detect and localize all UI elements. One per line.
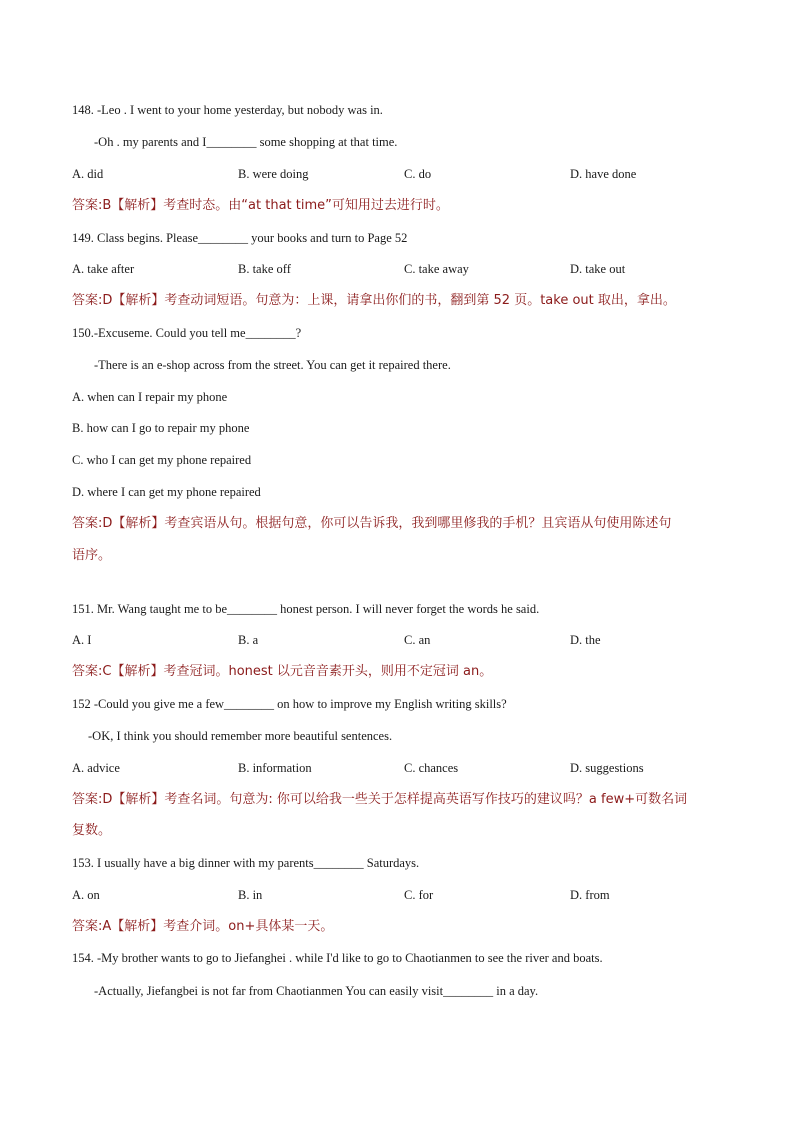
option-150-c: C. who I can get my phone repaired	[72, 453, 252, 467]
option-152-c: C. chances	[404, 761, 459, 775]
answer-149: 答案:D【解析】考查动词短语。句意为：上课，请拿出你们的书，翻到第 52 页。take out 取出，拿出。	[72, 293, 676, 308]
option-152-b: B. information	[238, 761, 312, 775]
option-151-c: C. an	[404, 633, 431, 647]
answer-152-line1: 答案:D【解析】考查名词。句意为: 你可以给我一些关于怎样提高英语写作技巧的建议吗？a few+可数名词	[72, 792, 688, 807]
answer-153: 答案:A【解析】考查介词。on+具体某一天。	[72, 919, 334, 934]
question-148-stem: 148. -Leo . I went to your home yesterday, but nobody was in.	[72, 103, 383, 117]
question-154-stem: 154. -My brother wants to go to Jiefanghei . while I'd like to go to Chaotianmen to see the river and boats.	[72, 951, 603, 965]
question-154-reply: -Actually, Jiefangbei is not far from Chaotianmen You can easily visit________ in a day.	[94, 984, 539, 998]
option-153-b: B. in	[238, 888, 263, 902]
question-149-stem: 149. Class begins. Please________ your books and turn to Page 52	[72, 231, 408, 245]
question-150-reply: -There is an e-shop across from the street. You can get it repaired there.	[94, 358, 451, 372]
question-150-stem: 150.-Excuseme. Could you tell me________?	[72, 326, 302, 340]
option-151-a: A. I	[72, 633, 92, 647]
answer-151: 答案:C【解析】考查冠词。honest 以元音音素开头，则用不定冠词 an。	[72, 664, 493, 679]
option-152-d: D. suggestions	[570, 761, 644, 775]
option-148-d: D. have done	[570, 167, 637, 181]
answer-150-line2: 语序。	[72, 548, 112, 563]
option-153-a: A. on	[72, 888, 100, 902]
option-153-c: C. for	[404, 888, 434, 902]
option-152-a: A. advice	[72, 761, 120, 775]
question-148-reply: -Oh . my parents and I________ some shopping at that time.	[94, 135, 398, 149]
option-150-a: A. when can I repair my phone	[72, 390, 228, 404]
answer-148: 答案:B【解析】考查时态。由“at that time”可知用过去进行时。	[72, 198, 449, 213]
option-151-b: B. a	[238, 633, 259, 647]
option-149-b: B. take off	[238, 262, 291, 276]
option-150-b: B. how can I go to repair my phone	[72, 421, 250, 435]
question-151-stem: 151. Mr. Wang taught me to be________ honest person. I will never forget the words he said.	[72, 602, 540, 616]
option-148-b: B. were doing	[238, 167, 309, 181]
option-148-c: C. do	[404, 167, 432, 181]
option-151-d: D. the	[570, 633, 601, 647]
option-148-a: A. did	[72, 167, 104, 181]
question-153-stem: 153. I usually have a big dinner with my parents________ Saturdays.	[72, 856, 420, 870]
option-149-c: C. take away	[404, 262, 469, 276]
question-152-stem: 152 -Could you give me a few________ on how to improve my English writing skills?	[72, 697, 507, 711]
option-150-d: D. where I can get my phone repaired	[72, 485, 261, 499]
answer-150-line1: 答案:D【解析】考查宾语从句。根据句意，你可以告诉我，我到哪里修我的手机？且宾语从句使用陈述句	[72, 516, 672, 531]
option-149-d: D. take out	[570, 262, 626, 276]
question-152-reply: -OK, I think you should remember more beautiful sentences.	[88, 729, 393, 743]
answer-152-line2: 复数。	[72, 823, 112, 838]
option-149-a: A. take after	[72, 262, 135, 276]
option-153-d: D. from	[570, 888, 610, 902]
